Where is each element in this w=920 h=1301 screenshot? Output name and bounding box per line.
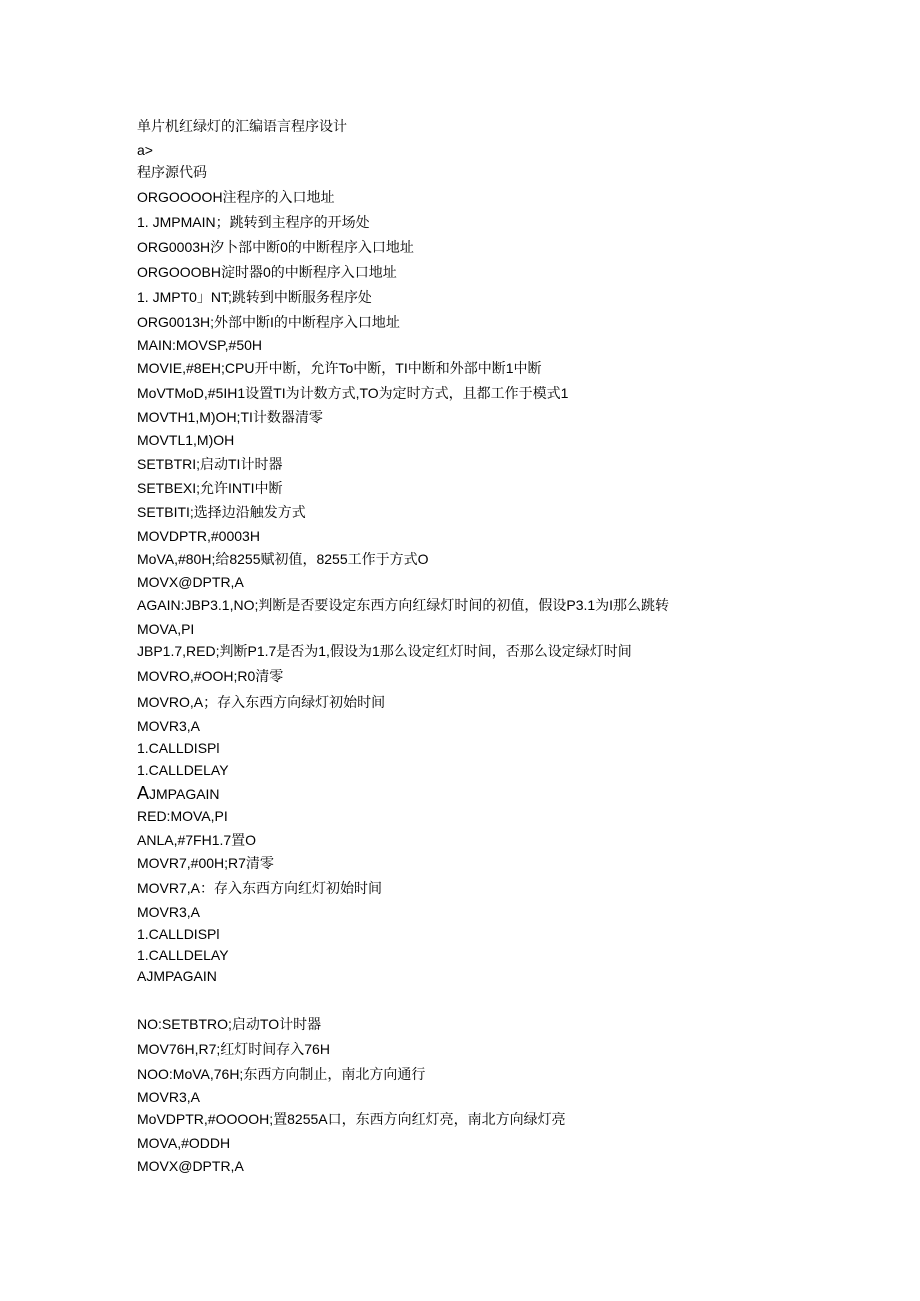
code-line: AJMPAGAIN: [137, 968, 217, 984]
code-line: SETBTRI;启动TI计时器: [137, 456, 283, 472]
code-line: MOVR3,A: [137, 1089, 201, 1105]
code-line: MoVTMoD,#5IH1设置TI为计数方式,TO为定时方式，且都工作于模式1: [137, 385, 569, 401]
code-line: MOVX@DPTR,A: [137, 574, 244, 590]
code-line: MoVA,#80H;给8255赋初值，8255工作于方式O: [137, 551, 429, 567]
code-line: MAIN:MOVSP,#50H: [137, 337, 263, 353]
code-line: MOVTH1,M)OH;TI计数器清零: [137, 409, 323, 425]
code-line: MOVX@DPTR,A: [137, 1158, 244, 1174]
code-line: RED:MOVA,PI: [137, 808, 228, 824]
code-line: ORGOOOBH淀时器0的中断程序入口地址: [137, 264, 397, 280]
code-line: MOV76H,R7;红灯时间存入76H: [137, 1041, 330, 1057]
code-line: MOVR7,#00H;R7清零: [137, 855, 274, 871]
code-line: SETBITI;选择边沿触发方式: [137, 504, 306, 520]
code-line: 1. JMPMAIN；跳转到主程序的开场处: [137, 214, 370, 230]
code-line: 1. JMPT0」NT;跳转到中断服务程序处: [137, 289, 372, 305]
code-line: MoVDPTR,#OOOOH;置8255A口，东西方向红灯亮，南北方向绿灯亮: [137, 1111, 566, 1127]
code-line: 1.CALLDISPl: [137, 926, 220, 942]
code-line: 1.CALLDELAY: [137, 762, 229, 778]
code-line: MOVRO,#OOH;R0清零: [137, 668, 284, 684]
code-line: ANLA,#7FH1.7置O: [137, 832, 257, 848]
code-line: MOVTL1,M)OH: [137, 432, 235, 448]
code-line: ORG0013H;外部中断I的中断程序入口地址: [137, 314, 400, 330]
code-line: NO:SETBTRO;启动TO计时器: [137, 1016, 322, 1032]
code-line: MOVIE,#8EH;CPU开中断，允许To中断，TI中断和外部中断1中断: [137, 360, 542, 376]
code-line: SETBEXI;允许INTI中断: [137, 480, 283, 496]
section-heading: 程序源代码: [137, 164, 207, 180]
code-line: MOVR7,A：存入东西方向红灯初始时间: [137, 880, 383, 896]
code-line: MOVRO,A；存入东西方向绿灯初始时间: [137, 694, 386, 710]
code-line: MOVA,#ODDH: [137, 1135, 231, 1151]
code-line: JBP1.7,RED;判断P1.7是否为1,假设为1那么设定红灯时间，否那么设定绿灯时间: [137, 643, 632, 659]
code-line: NOO:MoVA,76H;东西方向制止，南北方向通行: [137, 1066, 426, 1082]
code-line: MOVR3,A: [137, 718, 201, 734]
code-line: AJMPAGAIN: [137, 783, 220, 803]
code-line: MOVR3,A: [137, 904, 201, 920]
text-line: a>: [137, 142, 153, 158]
code-line: ORG0003H汐卜部中断0的中断程序入口地址: [137, 239, 414, 255]
code-line: MOVDPTR,#0003H: [137, 528, 260, 544]
code-line: AGAIN:JBP3.1,NO;判断是否要设定东西方向红绿灯时间的初值，假设P3.1为I那么跳转: [137, 597, 670, 613]
code-line: 1.CALLDISPl: [137, 740, 220, 756]
code-line: ORGOOOOH注程序的入口地址: [137, 189, 335, 205]
code-line: MOVA,PI: [137, 621, 195, 637]
code-line: 1.CALLDELAY: [137, 947, 229, 963]
document-title: 单片机红绿灯的汇编语言程序设计: [137, 118, 347, 134]
